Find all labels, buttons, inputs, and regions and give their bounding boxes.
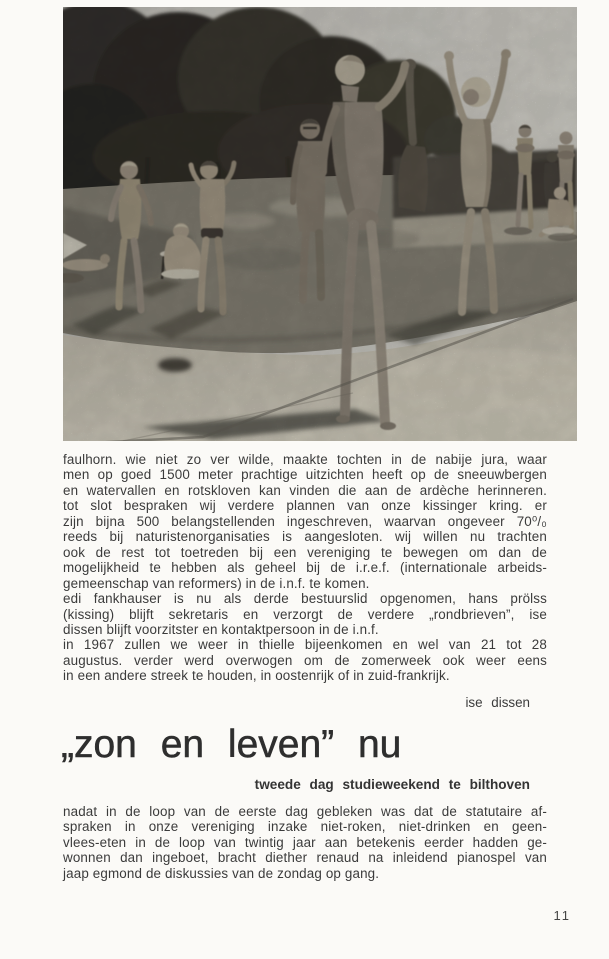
text-line: jaap egmond de diskussies van de zondag op gang. — [63, 865, 380, 881]
text-line: in 1967 zullen we weer in thielle bijeenkomen en wel van 21 tot 28 — [63, 637, 547, 653]
text-line: faulhorn. wie niet zo ver wilde, maakte tochten in de nabije jura, waar — [63, 452, 547, 467]
text-line: (kissing) blijft sekretaris en verzorgt de verdere „rondbrieven”, ise — [63, 606, 547, 622]
text-line: tot slot bespraken wij verdere plannen van onze kissinger kring. er — [63, 498, 547, 514]
text-line: reeds bij naturistenorganisaties is aangesloten. wij willen nu trachten — [63, 529, 547, 545]
photo-scene — [63, 7, 577, 441]
text-line: dissen blijft voorzitster en kontaktpersoon in de i.n.f. — [63, 621, 379, 637]
photo-blotch — [63, 7, 577, 441]
text-line: vlees-eten in de loop van twintig jaar aan betekenis eerder hadden ge- — [63, 834, 547, 850]
byline: ise dissen — [465, 695, 530, 710]
page-number: 11 — [553, 908, 571, 923]
photo-lawn-ballgame — [63, 7, 577, 441]
text-line: en watervallen en rotskloven kan vinden die aan de ardèche herinneren. — [63, 482, 547, 498]
text-line: men op goed 1500 meter prachtige uitzichten heeft op de sneeuwbergen — [63, 467, 547, 483]
text-line: gemeenschap van reformers) in de i.n.f. te komen. — [63, 575, 370, 591]
article-top-text — [63, 452, 547, 684]
text-line: nadat in de loop van de eerste dag gebleken was dat de statutaire af- — [63, 804, 547, 819]
text-line: spraken in onze vereniging inzake niet-roken, niet-drinken en geen- — [63, 819, 547, 835]
headline-subtitle: tweede dag studieweekend te bilthoven — [254, 777, 530, 792]
text-line: in een andere streek te houden, in oostenrijk of in zuid-frankrijk. — [63, 668, 450, 684]
text-line: zijn bijna 500 belangstellenden ingeschreven, waarvan ongeveer 70⁰/₀ — [63, 513, 547, 529]
text-line: wonnen dan ingeboet, bracht diether renaud na inleidend pianospel van — [63, 850, 547, 866]
text-line: ook de rest tot toetreden bij een vereniging te bewegen om dan de — [63, 544, 547, 560]
headline-title: „zon en leven” nu — [61, 723, 402, 766]
text-line: augustus. verder werd overwogen om de zomerweek ook weer eens — [63, 652, 547, 668]
text-line: mogelijkheid te hebben als geheel bij de i.r.e.f. (internationale arbeids- — [63, 560, 547, 576]
text-line: edi fankhauser is nu als derde bestuurslid opgenomen, hans prölss — [63, 591, 547, 607]
article-bottom-text — [63, 804, 547, 881]
